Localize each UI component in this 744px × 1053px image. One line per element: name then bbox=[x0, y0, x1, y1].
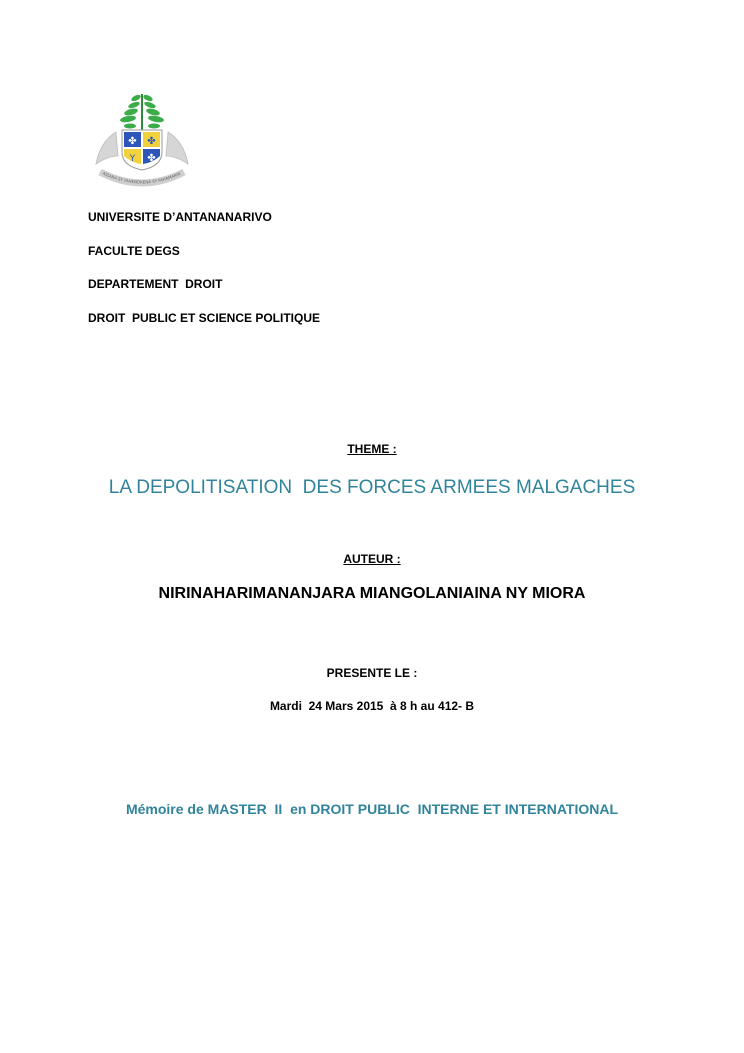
author-label: AUTEUR : bbox=[343, 552, 401, 566]
shield-icon bbox=[122, 130, 162, 170]
university-crest-logo bbox=[86, 90, 198, 192]
theme-label: THEME : bbox=[347, 442, 397, 456]
motto-text: AIZANA SY FAHENDRENA SY FAHAMARIN bbox=[101, 170, 182, 185]
thesis-title: LA DEPOLITISATION DES FORCES ARMEES MALGACHES bbox=[108, 477, 636, 498]
svg-text:✤: ✤ bbox=[128, 136, 137, 147]
svg-text:✤: ✤ bbox=[147, 136, 156, 147]
faculty-name: FACULTE DEGS bbox=[88, 244, 180, 258]
author-name: NIRINAHARIMANANJARA MIANGOLANIAINA NY MIORA bbox=[158, 585, 586, 602]
svg-text:Y: Y bbox=[129, 154, 136, 164]
department-name: DEPARTEMENT DROIT bbox=[88, 277, 223, 291]
degree-statement: Mémoire de MASTER II en DROIT PUBLIC INTERNE ET INTERNATIONAL bbox=[125, 801, 619, 817]
laurel-branch-icon bbox=[120, 94, 165, 130]
section-name: DROIT PUBLIC ET SCIENCE POLITIQUE bbox=[88, 311, 321, 325]
svg-text:✤: ✤ bbox=[147, 153, 156, 164]
university-name: UNIVERSITE D’ANTANANARIVO bbox=[88, 210, 272, 224]
presentation-details: Mardi 24 Mars 2015 à 8 h au 412- B bbox=[269, 699, 475, 713]
presented-label: PRESENTE LE : bbox=[326, 666, 418, 680]
